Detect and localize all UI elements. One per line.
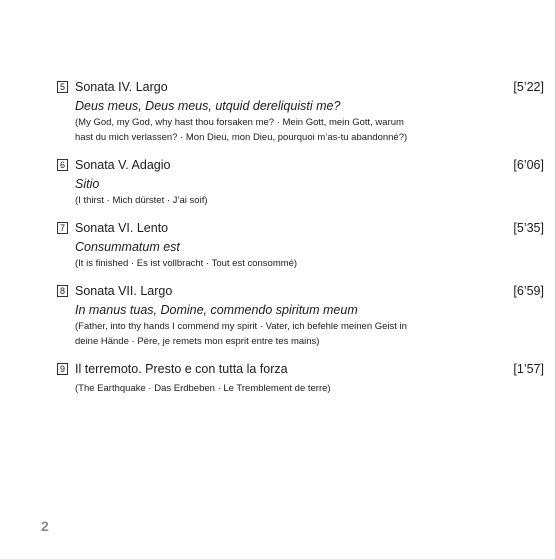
- translation-line: (Father, into thy hands I commend my spirit · Vater, ich befehle meinen Geist in: [75, 321, 407, 332]
- track-latin-text: Sitio: [75, 177, 100, 191]
- track-item: [57, 360, 544, 396]
- track-latin-text: In manus tuas, Domine, commendo spiritum meum: [75, 303, 358, 317]
- track-translation: [75, 115, 544, 145]
- translation-line: (I thirst · Mich dürstet · J’ai soif): [75, 195, 208, 206]
- track-duration: [1’57]: [513, 362, 544, 376]
- track-number-box: 7: [57, 222, 68, 234]
- track-number-box: 6: [57, 159, 68, 171]
- page-number: 2: [41, 518, 49, 534]
- track-item: [57, 219, 544, 271]
- track-duration: [6’06]: [513, 158, 544, 172]
- translation-line: deine Hände · Père, je remets mon esprit entre tes mains): [75, 336, 320, 347]
- translation-line: (The Earthquake · Das Erdbeben · Le Tremblement de terre): [75, 383, 331, 394]
- track-number-box: 8: [57, 285, 68, 297]
- track-title: Sonata VI. Lento: [75, 221, 169, 235]
- track-item: [57, 78, 544, 145]
- track-translation: [75, 256, 544, 271]
- track-latin-text: Deus meus, Deus meus, utquid dereliquisti me?: [75, 99, 341, 113]
- track-number-box: 9: [57, 363, 68, 375]
- track-header: [57, 360, 544, 380]
- track-title: Il terremoto. Presto e con tutta la forza: [75, 362, 288, 376]
- track-translation: [75, 193, 544, 208]
- track-item: [57, 156, 544, 208]
- track-latin-text: Consummatum est: [75, 240, 180, 254]
- track-translation: [75, 381, 544, 396]
- track-translation: [75, 319, 544, 349]
- track-header: [57, 282, 544, 302]
- track-item: [57, 282, 544, 349]
- track-title: Sonata VII. Largo: [75, 284, 173, 298]
- translation-line: (My God, my God, why hast thou forsaken me? · Mein Gott, mein Gott, warum: [75, 117, 404, 128]
- track-duration: [6’59]: [513, 284, 544, 298]
- track-title: Sonata V. Adagio: [75, 158, 171, 172]
- track-duration: [5’35]: [513, 221, 544, 235]
- track-header: [57, 156, 544, 176]
- track-list: [57, 78, 544, 407]
- translation-line: hast du mich verlassen? · Mon Dieu, mon Dieu, pourquoi m’as-tu abandonné?): [75, 132, 408, 143]
- track-number-box: 5: [57, 81, 68, 93]
- track-duration: [5’22]: [513, 80, 544, 94]
- track-header: [57, 219, 544, 239]
- translation-line: (It is finished · Es ist vollbracht · Tout est consommé): [75, 258, 298, 269]
- track-header: [57, 78, 544, 98]
- track-title: Sonata IV. Largo: [75, 80, 168, 94]
